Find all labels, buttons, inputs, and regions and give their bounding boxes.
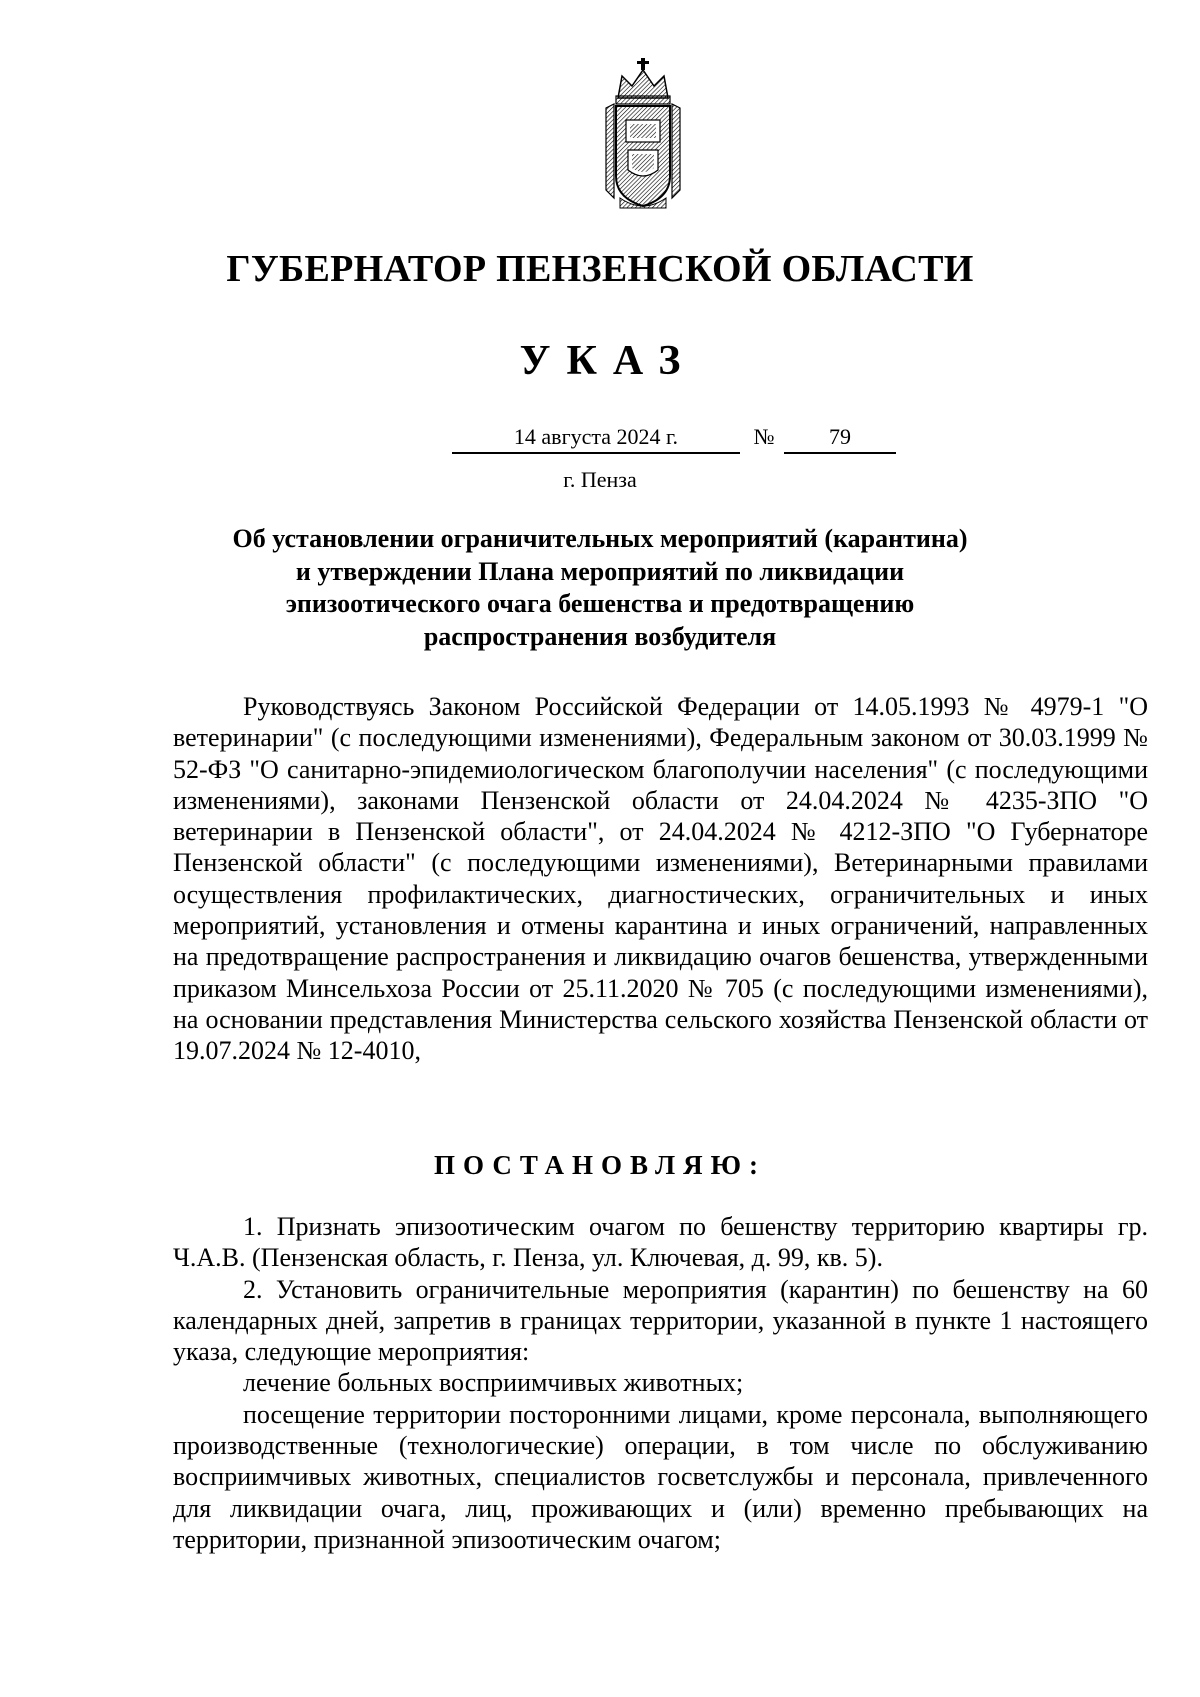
document-number: 79 [784, 422, 896, 454]
date-number-line [0, 422, 1200, 456]
subject-line: распространения возбудителя [423, 621, 777, 651]
subject-line: эпизоотического очага бешенства и предотвращению [285, 589, 915, 618]
document-subject [150, 523, 1050, 653]
subject-line: Об установлении ограничительных мероприятий (карантина) [232, 524, 968, 553]
decree-item: 1. Признать эпизоотическим очагом по бешенству территорию квартиры гр. Ч.А.В. (Пензенская область, г. Пенза, ул. Ключевая, д. 99, кв. 5). [173, 1212, 1148, 1273]
issue-city: г. Пенза [563, 467, 637, 492]
preamble-paragraph: Руководствуясь Законом Российской Федерации от 14.05.1993 № 4979-1 "О ветеринарии" (с последующими изменениями), Федеральным законом от 30.03.1999 № 52-ФЗ "О санитарно-эпидемиологическом благополучии населения" (с последующими изменениями), законами Пензенской области от 24.04.2024 № 4235-ЗПО "О ветеринарии в Пензенской области", от 24.04.2024 № 4212-ЗПО "О Губернаторе Пензенской области" (с последующими изменениями), Ветеринарными правилами осуществления профилактических, диагностических, ограничительных и иных мероприятий, установления и отмены карантина и иных ограничений, направленных на предотвращение распространения и ликвидацию очагов бешенства, утвержденными приказом Минсельхоза России от 25.11.2020 № 705 (с последующими изменениями), на основании представления Министерства сельского хозяйства Пензенской области от 19.07.2024 № 12-4010, [173, 692, 1148, 1066]
number-sign: № [753, 424, 775, 449]
preamble-section [173, 691, 1148, 1067]
document-date: 14 августа 2024 г. [452, 422, 740, 454]
subject-line: и утверждении Плана мероприятий по ликвидации [295, 556, 905, 586]
coat-of-arms-emblem [598, 58, 688, 213]
decree-item: посещение территории посторонними лицами, кроме персонала, выполняющего производственные (технологические) операции, в том числе по обслуживанию восприимчивых животных, специалистов госветслужбы и персонала, привлеченного для ликвидации очага, лиц, проживающих и (или) временно пребывающих на территории, признанной эпизоотическим очагом; [173, 1399, 1148, 1554]
decree-items [173, 1211, 1148, 1555]
decree-item: 2. Установить ограничительные мероприятия (карантин) по бешенству на 60 календарных дней, запретив в границах территории, указанной в пункте 1 настоящего указа, следующие мероприятия: [173, 1274, 1148, 1367]
decree-word: ПОСТАНОВЛЯЮ: [434, 1150, 766, 1180]
decree-item: лечение больных восприимчивых животных; [243, 1368, 744, 1398]
document-type: УКАЗ [519, 338, 697, 384]
issuing-authority: ГУБЕРНАТОР ПЕНЗЕНСКОЙ ОБЛАСТИ [226, 248, 974, 290]
